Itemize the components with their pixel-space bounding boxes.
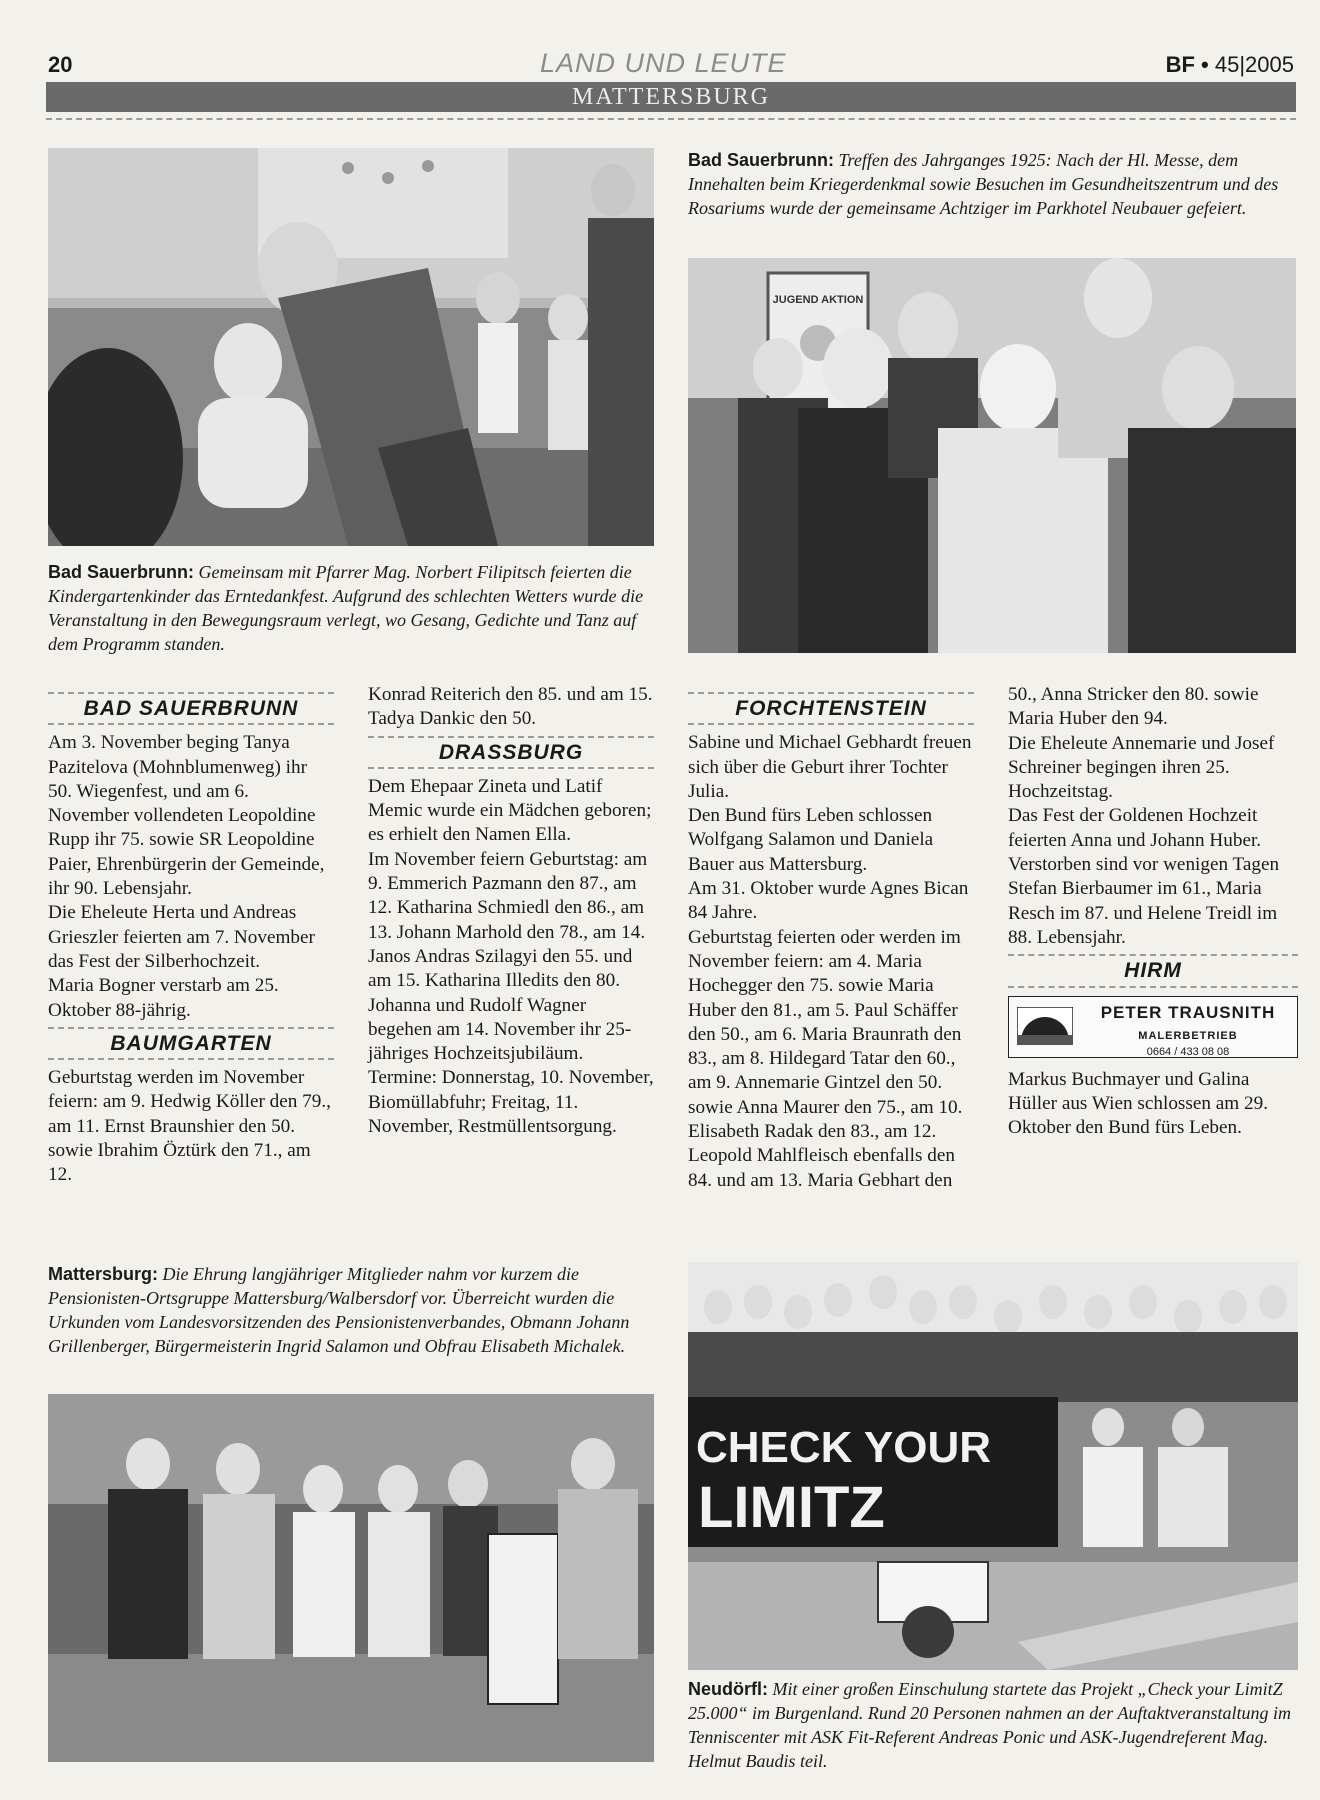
- caption-text: Die Ehrung langjähriger Mitglieder nahm vor kurzem die Pensionisten-Ortsgruppe Mattersburg/Walbersdorf vor. Überreicht wurden die Urkunden vom Landesvorsitzenden des Pensionistenverbandes, Obmann Johann Grillenberger, Bürgermeisterin Ingrid Salamon und Obfrau Elisabeth Michalek.: [48, 1264, 630, 1356]
- paragraph: Im November feiern Geburtstag: am 9. Emmerich Pazmann den 87., am 12. Katharina Schmiedl den 86., am 13. Johann Marhold den 78., am 14. Janos Andras Szilagyi den 55. und am 15. Katharina Illedits den 80.: [368, 848, 648, 992]
- caption-bottom-left: [48, 1262, 654, 1358]
- caption-place: Neudörfl:: [688, 1679, 768, 1699]
- paragraph: Die Eheleute Herta und Andreas Grieszler feierten am 7. November das Fest der Silberhochzeit.: [48, 902, 315, 972]
- caption-text: Mit einer großen Einschulung startete das Projekt „Check your LimitZ 25.000“ im Burgenland. Rund 20 Personen nahmen an der Auftaktveranstaltung im Tenniscenter mit ASK Fit-Referent Andreas Ponic und ASK-Jugendreferent Mag. Helmut Baudis teil.: [688, 1679, 1291, 1771]
- paragraph: Maria Bogner verstarb am 25. Oktober 88-jährig.: [48, 975, 279, 1021]
- paragraph: 50., Anna Stricker den 80. sowie Maria Huber den 94.: [1008, 684, 1259, 730]
- header-divider: [46, 118, 1296, 120]
- issue-number: 45|2005: [1214, 52, 1294, 77]
- paragraph: Das Fest der Goldenen Hochzeit feierten Anna und Johann Huber.: [1008, 805, 1262, 851]
- page-number: 20: [48, 52, 73, 77]
- ad-company-name: PETER TRAUSNITH: [1100, 1002, 1276, 1022]
- heading-bad-sauerbrunn: BAD SAUERBRUNN: [48, 692, 334, 725]
- paragraph: Geburtstag feierten oder werden im November feiern: am 4. Maria Hochegger den 75. sowie Maria Huber den 81., am 5. Paul Schäffer den 50., am 6. Maria Braunrath den 83., am 8. Hildegard Tatar den 60., am 9. Annemarie Gintzel den 50. sowie Anna Maurer den 75., am 10. Elisabeth Radak den 83., am 12. Leopold Mahlfleisch ebenfalls den 84. und am 13. Maria Gebhart den: [688, 926, 963, 1191]
- pensioners-award-photo: [48, 1394, 654, 1762]
- heading-baumgarten: BAUMGARTEN: [48, 1027, 334, 1060]
- column-3: [688, 688, 974, 1193]
- paragraph: Den Bund fürs Leben schlossen Wolfgang Salamon und Daniela Bauer aus Mattersburg.: [688, 805, 934, 875]
- paragraph: Am 3. November beging Tanya Pazitelova (Mohnblumenweg) ihr 50. Wiegenfest, und am 6. November vollendeten Leopoldine Rupp ihr 75. sowie SR Leopoldine Paier, Ehrenbürgerin der Gemeinde, ihr 90. Lebensjahr.: [48, 732, 325, 900]
- heading-forchtenstein: FORCHTENSTEIN: [688, 692, 974, 725]
- caption-top-left: [48, 560, 652, 656]
- seniors-group-photo: [688, 258, 1296, 653]
- heading-drassburg: DRASSBURG: [368, 736, 654, 769]
- banner-text: JUGEND AKTION: [772, 294, 864, 306]
- caption-text: Treffen des Jahrganges 1925: Nach der Hl. Messe, dem Innehalten beim Kriegerdenkmal sowie Besuchen im Gesundheitszentrum und des Rosariums wurde der gemeinsame Achtziger im Parkhotel Neubauer gefeiert.: [688, 150, 1279, 218]
- paragraph: Am 31. Oktober wurde Agnes Bican 84 Jahre.: [688, 878, 969, 924]
- issue-info: [1166, 52, 1294, 78]
- paragraph: Verstorben sind vor wenigen Tagen Stefan Bierbaumer im 61., Maria Resch im 87. und Helene Treidl im 88. Lebensjahr.: [1008, 854, 1280, 948]
- region-bar: [46, 82, 1296, 112]
- caption-top-right: [688, 148, 1296, 220]
- section-title: LAND UND LEUTE: [540, 48, 787, 78]
- advertisement: [1008, 996, 1298, 1058]
- publication-name: BF: [1165, 52, 1195, 77]
- paragraph: Die Eheleute Annemarie und Josef Schreiner begingen ihren 25. Hochzeitstag.: [1008, 732, 1275, 803]
- separator: •: [1201, 52, 1209, 77]
- caption-bottom-right: [688, 1677, 1298, 1773]
- caption-place: Bad Sauerbrunn:: [48, 562, 195, 582]
- paragraph: Johanna und Rudolf Wagner begehen am 14. November ihr 25-jähriges Hochzeitsjubiläum.: [368, 994, 632, 1065]
- paragraph: Geburtstag werden im November feiern: am 9. Hedwig Köller den 79., am 11. Ernst Braunshier den 50. sowie Ibrahim Öztürk den 71., am 12.: [48, 1067, 331, 1186]
- kindergarten-photo: [48, 148, 654, 546]
- paragraph: Dem Ehepaar Zineta und Latif Memic wurde ein Mädchen geboren; es erhielt den Namen Ella.: [368, 775, 652, 846]
- banner-limitz: LIMITZ: [698, 1475, 885, 1540]
- ad-phone: 0664 / 433 08 08: [1146, 1045, 1230, 1058]
- column-4: [1008, 683, 1298, 1140]
- caption-place: Bad Sauerbrunn:: [688, 150, 835, 170]
- heading-hirm: HIRM: [1008, 954, 1298, 987]
- caption-place: Mattersburg:: [48, 1264, 159, 1284]
- painter-logo-icon: [1017, 1007, 1073, 1045]
- paragraph: Markus Buchmayer und Galina Hüller aus Wien schlossen am 29. Oktober den Bund fürs Leben.: [1008, 1068, 1268, 1139]
- caption-text: Gemeinsam mit Pfarrer Mag. Norbert Filipitsch feierten die Kindergartenkinder das Erntedankfest. Aufgrund des schlechten Wetters wurde die Veranstaltung in den Bewegungsraum verlegt, wo Gesang, Gedichte und Tanz auf dem Programm standen.: [48, 562, 644, 654]
- column-1: [48, 688, 334, 1188]
- ad-company-type: MALERBETRIEB: [1138, 1029, 1238, 1042]
- banner-check-your: CHECK YOUR: [696, 1423, 992, 1472]
- paragraph: Konrad Reiterich den 85. und am 15. Tadya Dankic den 50.: [368, 684, 653, 730]
- region-title: MATTERSBURG: [571, 84, 771, 110]
- column-2: [368, 683, 654, 1139]
- paragraph: Termine: Donnerstag, 10. November, Biomüllabfuhr; Freitag, 11. November, Restmüllentsorgung.: [368, 1067, 654, 1138]
- paragraph: Sabine und Michael Gebhardt freuen sich über die Geburt ihrer Tochter Julia.: [688, 732, 972, 802]
- check-your-limitz-photo: [688, 1262, 1298, 1670]
